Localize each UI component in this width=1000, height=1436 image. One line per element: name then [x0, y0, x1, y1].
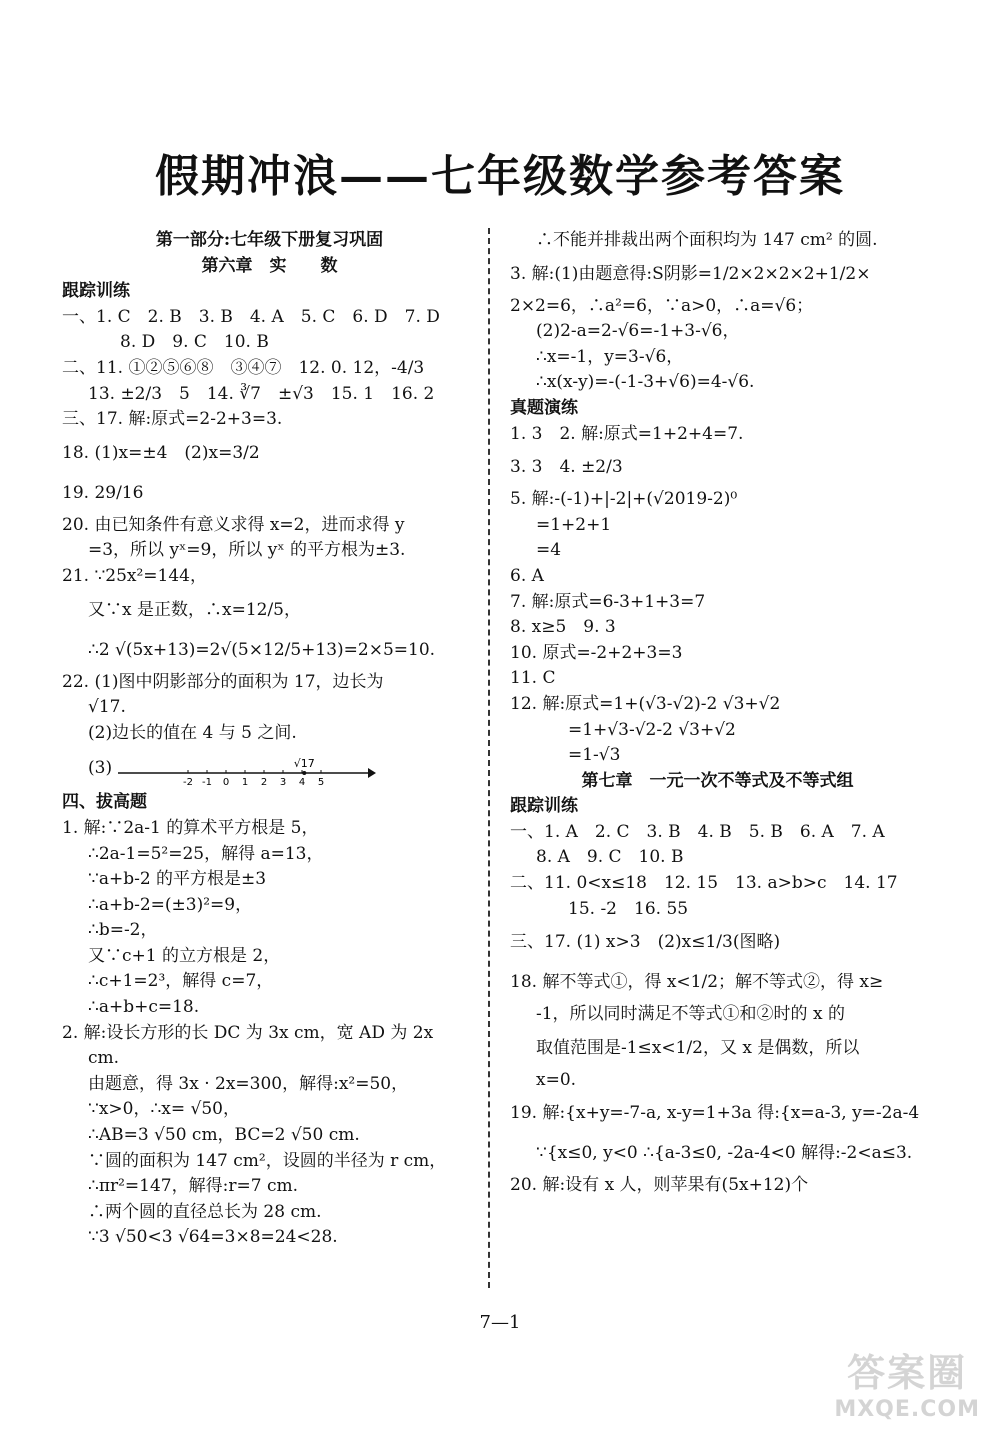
- answer-line: 二、11. 0<x≤18 12. 15 13. a>b>c 14. 17: [510, 873, 898, 894]
- answer-line: 由题意，得 3x · 2x=300，解得:x²=50，: [88, 1073, 409, 1094]
- answer-line: 8. x≥5 9. 3: [510, 617, 616, 638]
- answer-line: ∴2a-1=5²=25，解得 a=13，: [88, 843, 324, 864]
- answer-line: ∴2 √(5x+13)=2√(5×12/5+13)=2×5=10.: [88, 639, 436, 660]
- answer-line: 3. 解:(1)由题意得:S阴影=1/2×2×2×2+1/2×: [510, 263, 871, 284]
- answer-line: 13. ±2/3 5 14. ∛7 ±√3 15. 1 16. 2: [88, 383, 435, 404]
- answer-line: ∴不能并排裁出两个面积均为 147 cm² 的圆.: [536, 230, 878, 250]
- left-lines-2: [62, 790, 477, 1251]
- number-line-tick-label: 2: [260, 776, 267, 787]
- answer-line: ∴a+b-2=(±3)²=9，: [88, 894, 253, 915]
- number-line-arrow: [368, 768, 376, 778]
- answer-line: 1. 3 2. 解:原式=1+2+4=7.: [510, 423, 744, 444]
- answer-line: 真题演练: [510, 397, 578, 418]
- number-line-prefix: (3): [88, 758, 113, 779]
- answer-line: 第六章 实 数: [201, 255, 338, 276]
- number-line-point-label: √17: [293, 756, 315, 770]
- answer-line: 20. 由已知条件有意义求得 x=2，进而求得 y: [62, 514, 405, 535]
- answer-line: ∴b=-2，: [88, 920, 158, 941]
- answer-line: 11. C: [510, 668, 556, 689]
- answer-line: 一、1. A 2. C 3. B 4. B 5. B 6. A 7. A: [510, 821, 885, 842]
- answer-line: 跟踪训练: [510, 796, 578, 817]
- right-column: [510, 228, 925, 1199]
- answer-line: 19. 解:{x+y=-7-a, x-y=1+3a 得:{x=a-3, y=-2a-4: [510, 1103, 920, 1124]
- left-column: [62, 228, 477, 1251]
- answer-line: 一、1. C 2. B 3. B 4. A 5. C 6. D 7. D: [62, 306, 440, 327]
- answer-line: ∵x>0，∴x= √50，: [88, 1099, 240, 1120]
- number-line-tick-label: 0: [222, 776, 229, 787]
- answer-line: =4: [536, 540, 562, 561]
- answer-line: ∴x(x-y)=-(-1-3+√6)=4-√6.: [536, 372, 755, 393]
- answer-line: 又∵x 是正数，∴x=12/5，: [88, 599, 301, 620]
- answer-line: ∵3 √50<3 √64=3×8=24<28.: [88, 1227, 338, 1248]
- answer-line: 19. 29/16: [62, 482, 144, 503]
- answer-line: (2)边长的值在 4 与 5 之间.: [88, 722, 297, 743]
- answer-line: 四、拔高题: [62, 792, 147, 813]
- answer-line: ∵{x≤0, y<0 ∴{a-3≤0, -2a-4<0 解得:-2<a≤3.: [536, 1143, 913, 1164]
- answer-line: 2×2=6，∴a²=6，∵a>0，∴a=√6；: [510, 295, 814, 316]
- answer-line: √17.: [88, 697, 126, 718]
- answer-line: 22. (1)图中阴影部分的面积为 17，边长为: [62, 671, 384, 692]
- number-line-tick-label: 3: [279, 776, 286, 787]
- number-line-tick-label: 5: [317, 776, 324, 787]
- answer-line: =3，所以 yˣ=9，所以 yˣ 的平方根为±3.: [88, 540, 406, 561]
- answer-line: -1，所以同时满足不等式①和②时的 x 的: [536, 1004, 845, 1025]
- answer-line: ∵圆的面积为 147 cm²，设圆的半径为 r cm，: [88, 1150, 447, 1171]
- answer-line: 第七章 一元一次不等式及不等式组: [581, 770, 854, 791]
- answer-line: cm.: [88, 1048, 120, 1069]
- answer-line: 三、17. (1) x>3 (2)x≤1/3(图略): [510, 932, 781, 953]
- answer-line: ∴AB=3 √50 cm，BC=2 √50 cm.: [88, 1125, 360, 1146]
- answer-line: 又∵c+1 的立方根是 2，: [88, 945, 281, 966]
- answer-line: 10. 原式=-2+2+3=3: [510, 642, 683, 663]
- number-line-tick-label: 1: [241, 776, 248, 787]
- answer-line: ∴x=-1，y=3-√6，: [536, 346, 684, 367]
- answer-line: 6. A: [510, 565, 544, 586]
- answer-line: ∵a+b-2 的平方根是±3: [88, 869, 267, 890]
- left-lines: [62, 228, 477, 746]
- answer-line: 20. 解:设有 x 人，则苹果有(5x+12)个: [510, 1175, 809, 1196]
- number-line-diagram: [118, 751, 378, 787]
- answer-line: 7. 解:原式=6-3+1+3=7: [510, 591, 706, 612]
- answer-line: x=0.: [536, 1069, 577, 1090]
- answer-line: ∴πr²=147，解得:r=7 cm.: [88, 1176, 298, 1197]
- answer-line: =1-√3: [568, 745, 621, 766]
- answer-line: ∴两个圆的直径总长为 28 cm.: [88, 1201, 322, 1222]
- answer-line: =1+2+1: [536, 514, 612, 535]
- number-line-tick-label: 4: [298, 776, 305, 787]
- answer-line: ∴c+1=2³，解得 c=7，: [88, 971, 274, 992]
- answer-line: 21. ∵25x²=144，: [62, 565, 207, 586]
- answer-line: 18. 解不等式①，得 x<1/2；解不等式②，得 x≥: [510, 972, 884, 993]
- answer-line: =1+√3-√2-2 √3+√2: [568, 719, 736, 740]
- answer-line: ∴a+b+c=18.: [88, 997, 200, 1018]
- answer-line: 8. D 9. C 10. B: [120, 332, 269, 353]
- answer-line: 12. 解:原式=1+(√3-√2)-2 √3+√2: [510, 693, 781, 714]
- answer-line: 二、11. ①②⑤⑥⑧ ③④⑦ 12. 0. 12，-4/3: [62, 357, 425, 378]
- page-title: 假期冲浪——七年级数学参考答案: [155, 151, 845, 202]
- answer-line: 取值范围是-1≤x<1/2，又 x 是偶数，所以: [536, 1037, 860, 1058]
- watermark-logo-text: 答案圈: [847, 1351, 968, 1395]
- answer-line: 18. (1)x=±4 (2)x=3/2: [62, 442, 260, 463]
- page-number: 7—1: [479, 1312, 521, 1333]
- answer-line: 1. 解:∵2a-1 的算术平方根是 5，: [62, 817, 319, 838]
- answer-line: 3. 3 4. ±2/3: [510, 457, 623, 478]
- answer-line: 15. -2 16. 55: [568, 898, 689, 919]
- answer-line: (2)2-a=2-√6=-1+3-√6，: [536, 321, 740, 342]
- answer-line: 三、17. 解:原式=2-2+3=3.: [62, 409, 283, 430]
- answer-line: 跟踪训练: [62, 281, 130, 302]
- right-lines: [510, 228, 925, 1199]
- column-divider: [488, 228, 490, 1288]
- number-line-row: [62, 746, 477, 790]
- number-line-tick-label: -2: [182, 776, 193, 787]
- watermark-logo: [834, 1342, 980, 1422]
- answer-line: 8. A 9. C 10. B: [536, 847, 684, 868]
- watermark-site: MXQE.COM: [834, 1397, 980, 1422]
- number-line-tick-label: -1: [201, 776, 212, 787]
- answer-line: 2. 解:设长方形的长 DC 为 3x cm，宽 AD 为 2x: [62, 1022, 434, 1043]
- answer-line: 第一部分:七年级下册复习巩固: [155, 230, 384, 250]
- number-line-point: [302, 771, 306, 775]
- answer-line: 5. 解:-(-1)+|-2|+(√2019-2)⁰: [510, 489, 738, 510]
